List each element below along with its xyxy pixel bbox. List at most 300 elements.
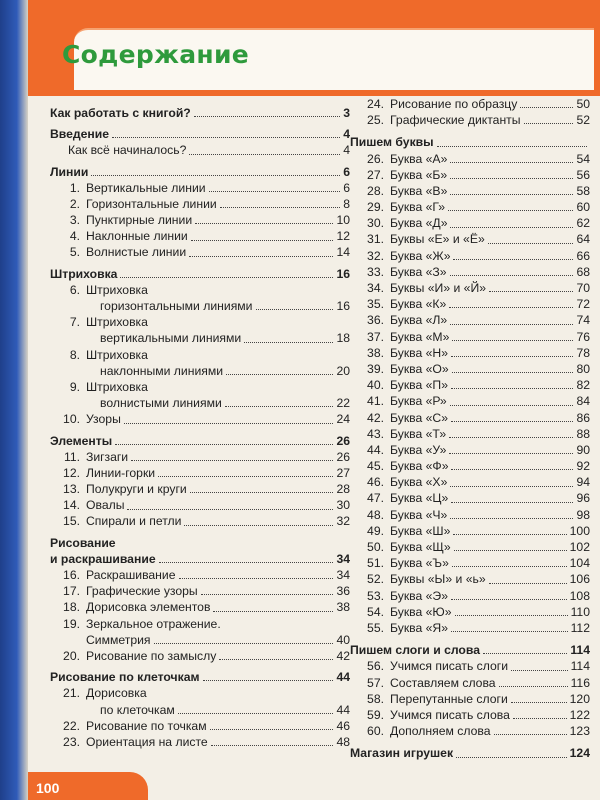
dot-leader (450, 178, 573, 179)
toc-entry[interactable] (350, 232, 590, 248)
toc-entry-number: 38. (367, 345, 384, 360)
toc-entry[interactable] (350, 604, 590, 620)
toc-entry-number: 2. (69, 196, 80, 211)
dot-leader (209, 191, 341, 192)
toc-page-number: 80 (576, 361, 590, 376)
dot-leader (451, 421, 573, 422)
toc-entry-label: вертикальными линиями (100, 331, 242, 346)
toc-page-number: 34 (336, 568, 350, 583)
toc-entry-label: Рисование по замыслу (86, 648, 217, 663)
toc-entry-label: Графические узоры (86, 584, 198, 599)
toc-entry[interactable] (50, 314, 350, 330)
toc-section[interactable] (350, 745, 590, 761)
dot-leader (203, 680, 334, 681)
toc-page-number: 22 (336, 396, 350, 411)
toc-entry-number: 36. (367, 313, 384, 328)
toc-page-number: 78 (576, 345, 590, 360)
toc-entry[interactable] (50, 395, 350, 411)
dot-leader (195, 223, 333, 224)
toc-entry-label: Штриховка (86, 282, 148, 297)
dot-leader (449, 453, 573, 454)
dot-leader (511, 670, 568, 671)
dot-leader (127, 509, 333, 510)
toc-entry-number: 25. (367, 113, 384, 128)
toc-entry-label: Симметрия (86, 632, 151, 647)
toc-entry-number: 4. (69, 229, 80, 244)
toc-entry-label: Линии (50, 164, 89, 179)
toc-page-number: 92 (576, 459, 590, 474)
page-number: 100 (36, 780, 60, 796)
toc-entry-number: 53. (367, 588, 384, 603)
toc-entry-label: Буква «Р» (390, 394, 447, 409)
dot-leader (524, 123, 574, 124)
toc-entry-label: Буква «Ж» (390, 248, 451, 263)
dot-leader (210, 729, 334, 730)
toc-entry[interactable] (50, 363, 350, 379)
toc-entry[interactable] (350, 112, 590, 128)
toc-page-number: 124 (569, 746, 590, 761)
toc-section[interactable] (50, 126, 350, 142)
toc-entry-label: Буква «К» (390, 297, 447, 312)
toc-entry-label: Графические диктанты (390, 113, 521, 128)
toc-entry[interactable] (350, 280, 590, 296)
toc-entry[interactable] (350, 588, 590, 604)
dot-leader (179, 578, 334, 579)
dot-leader (488, 243, 574, 244)
toc-entry[interactable] (350, 442, 590, 458)
toc-entry[interactable] (350, 215, 590, 231)
toc-page-number: 86 (576, 410, 590, 425)
dot-leader (211, 745, 334, 746)
toc-entry[interactable] (50, 196, 350, 212)
dot-leader (489, 291, 573, 292)
dot-leader (489, 583, 567, 584)
toc-entry[interactable] (50, 514, 350, 530)
toc-entry-label: Овалы (86, 498, 125, 513)
toc-entry-number: 54. (367, 604, 384, 619)
toc-entry[interactable] (350, 723, 590, 739)
toc-page-number: 14 (336, 245, 350, 260)
toc-entry[interactable] (50, 583, 350, 599)
toc-entry-label: по клеточкам (100, 702, 175, 717)
dot-leader (452, 372, 574, 373)
toc-page-number: 36 (336, 584, 350, 599)
toc-entry[interactable] (350, 458, 590, 474)
dot-leader (452, 340, 573, 341)
toc-entry-number: 42. (367, 410, 384, 425)
toc-section[interactable] (50, 433, 350, 449)
toc-entry-number: 35. (367, 297, 384, 312)
toc-entry-label: Вертикальные линии (86, 180, 206, 195)
toc-entry[interactable] (350, 507, 590, 523)
toc-entry[interactable] (350, 410, 590, 426)
toc-page-number: 114 (570, 659, 590, 674)
toc-entry-number: 44. (367, 442, 384, 457)
toc-section[interactable] (50, 669, 350, 685)
toc-entry-label: Полукруги и круги (86, 482, 187, 497)
toc-page-number: 108 (569, 588, 590, 603)
dot-leader (450, 227, 573, 228)
toc-entry[interactable] (350, 345, 590, 361)
toc-page-number: 70 (576, 281, 590, 296)
dot-leader (178, 713, 334, 714)
dot-leader (450, 405, 574, 406)
dot-leader (453, 534, 566, 535)
toc-page-number: 66 (576, 248, 590, 263)
page-title: Содержание (62, 40, 250, 69)
toc-entry-label: Штриховка (86, 315, 148, 330)
toc-entry-number: 32. (367, 248, 384, 263)
toc-entry-label: Как работать с книгой? (50, 105, 191, 120)
dot-leader (158, 476, 333, 477)
toc-entry-label: Буквы «Е» и «Ё» (390, 232, 485, 247)
toc-entry[interactable] (350, 571, 590, 587)
toc-entry-number: 49. (367, 523, 384, 538)
toc-entry-number: 27. (367, 167, 384, 182)
toc-entry[interactable] (50, 497, 350, 513)
toc-page-number: 62 (576, 216, 590, 231)
toc-entry-label: Штриховка (50, 266, 118, 281)
toc-page-number: 64 (576, 232, 590, 247)
toc-page-number: 54 (576, 151, 590, 166)
toc-entry[interactable] (50, 449, 350, 465)
toc-entry[interactable] (50, 567, 350, 583)
toc-entry[interactable] (350, 426, 590, 442)
toc-page-number: 27 (336, 465, 350, 480)
toc-page-number: 52 (576, 113, 590, 128)
toc-page-number: 60 (576, 200, 590, 215)
toc-entry[interactable] (350, 264, 590, 280)
toc-entry-label: Наклонные линии (86, 229, 188, 244)
toc-entry-label: Учимся писать слоги (390, 659, 509, 674)
toc-entry-label: и раскрашивание (50, 551, 156, 566)
dot-leader (513, 718, 567, 719)
toc-entry[interactable] (50, 481, 350, 497)
toc-entry-number: 10. (63, 412, 80, 427)
toc-entry-number: 5. (69, 245, 80, 260)
toc-entry[interactable] (50, 298, 350, 314)
toc-entry[interactable] (50, 718, 350, 734)
toc-entry[interactable] (50, 282, 350, 298)
toc-entry-label: Ориентация на листе (86, 734, 208, 749)
dot-leader (201, 594, 334, 595)
toc-page-number: 30 (336, 498, 350, 513)
toc-entry-label: Зеркальное отражение. (86, 616, 221, 631)
dot-leader (190, 492, 334, 493)
toc-page-number: 26 (336, 433, 350, 448)
toc-entry-number: 28. (367, 183, 384, 198)
dot-leader (184, 525, 333, 526)
toc-page-number: 24 (336, 412, 350, 427)
toc-entry-label: Учимся писать слова (390, 707, 510, 722)
toc-page-number: 110 (570, 604, 590, 619)
toc-entry[interactable] (50, 379, 350, 395)
toc-entry[interactable] (350, 183, 590, 199)
toc-page-number: 122 (569, 707, 590, 722)
toc-entry-label: наклонными линиями (100, 363, 224, 378)
dot-leader (449, 437, 573, 438)
toc-entry-number: 41. (367, 394, 384, 409)
dot-leader (244, 342, 333, 343)
toc-section[interactable] (50, 535, 350, 551)
toc-page-number: 58 (576, 183, 590, 198)
toc-entry[interactable] (350, 707, 590, 723)
toc-entry-number: 26. (367, 151, 384, 166)
toc-entry-label: Как всё начиналось? (68, 143, 187, 158)
toc-entry-label: Рисование по точкам (86, 718, 207, 733)
toc-entry-number: 14. (63, 498, 80, 513)
dot-leader (189, 154, 340, 155)
toc-entry-label: Дополняем слова (390, 724, 491, 739)
toc-entry-label: Штриховка (86, 347, 148, 362)
toc-page-number: 44 (336, 702, 350, 717)
dot-leader (450, 486, 573, 487)
toc-entry-number: 7. (69, 315, 80, 330)
toc-entry[interactable] (50, 228, 350, 244)
toc-entry-number: 33. (367, 264, 384, 279)
dot-leader (225, 406, 334, 407)
toc-entry-number: 9. (69, 379, 80, 394)
toc-entry-label: Штриховка (86, 379, 148, 394)
toc-entry-number: 3. (69, 213, 80, 228)
toc-page-number: 76 (576, 329, 590, 344)
toc-entry[interactable] (350, 658, 590, 674)
toc-page-number: 40 (336, 632, 350, 647)
dot-leader (451, 469, 573, 470)
toc-entry-number: 21. (63, 686, 80, 701)
toc-entry[interactable] (350, 474, 590, 490)
toc-page-number: 4 (343, 127, 350, 142)
toc-entry[interactable] (50, 330, 350, 346)
toc-entry-number: 58. (367, 691, 384, 706)
toc-entry-label: Буква «Ъ» (390, 556, 449, 571)
dot-leader (454, 550, 567, 551)
toc-entry[interactable] (350, 96, 590, 112)
toc-page-number: 116 (570, 675, 590, 690)
toc-entry[interactable] (50, 648, 350, 664)
toc-entry-label: Раскрашивание (86, 568, 176, 583)
toc-entry[interactable] (50, 411, 350, 427)
toc-entry-number: 45. (367, 459, 384, 474)
toc-entry-number: 43. (367, 426, 384, 441)
toc-section[interactable] (50, 266, 350, 282)
toc-entry-label: Пишем буквы (350, 135, 434, 150)
toc-right-column (350, 96, 590, 762)
toc-entry-label: Буква «Х» (390, 475, 448, 490)
dot-leader (91, 175, 340, 176)
toc-page-number: 46 (336, 718, 350, 733)
toc-page-number: 94 (576, 475, 590, 490)
toc-entry[interactable] (50, 632, 350, 648)
toc-entry-label: Линии-горки (86, 465, 156, 480)
toc-entry-number: 39. (367, 361, 384, 376)
dot-leader (483, 653, 567, 654)
toc-entry[interactable] (350, 329, 590, 345)
toc-page-number: 102 (569, 540, 590, 555)
toc-entry[interactable] (350, 248, 590, 264)
toc-entry-label: Буква «З» (390, 264, 447, 279)
toc-section[interactable] (50, 164, 350, 180)
toc-entry-label: Буквы «И» и «Й» (390, 281, 486, 296)
toc-page-number: 112 (570, 620, 590, 635)
toc-entry-number: 20. (63, 648, 80, 663)
toc-section[interactable] (350, 134, 590, 150)
toc-entry-number: 1. (69, 180, 80, 195)
toc-entry[interactable] (50, 142, 350, 158)
toc-left-column (50, 100, 350, 750)
toc-entry[interactable] (350, 620, 590, 636)
toc-page-number: 90 (576, 442, 590, 457)
toc-page-number: 74 (576, 313, 590, 328)
dot-leader (451, 388, 573, 389)
toc-entry[interactable] (50, 465, 350, 481)
toc-entry[interactable] (350, 377, 590, 393)
toc-entry-label: Узоры (86, 412, 121, 427)
dot-leader (115, 444, 333, 445)
toc-page-number: 3 (343, 105, 350, 120)
dot-leader (450, 324, 573, 325)
dot-leader (437, 146, 587, 147)
toc-entry-number: 16. (63, 568, 80, 583)
toc-entry-label: Зигзаги (86, 449, 129, 464)
toc-entry-label: Буквы «Ы» и «ь» (390, 572, 486, 587)
toc-entry[interactable] (350, 151, 590, 167)
dot-leader (450, 162, 573, 163)
dot-leader (450, 194, 573, 195)
dot-leader (213, 611, 333, 612)
toc-entry[interactable] (350, 523, 590, 539)
toc-entry[interactable] (50, 616, 350, 632)
dot-leader (494, 734, 567, 735)
toc-entry-label: Рисование по образцу (390, 96, 518, 111)
toc-entry-number: 55. (367, 620, 384, 635)
toc-entry-label: Спирали и петли (86, 514, 182, 529)
toc-entry[interactable] (50, 702, 350, 718)
toc-entry[interactable] (50, 347, 350, 363)
toc-entry-label: волнистыми линиями (100, 396, 222, 411)
toc-section[interactable] (50, 551, 350, 567)
book-spine (0, 0, 28, 800)
toc-entry[interactable] (50, 685, 350, 701)
toc-entry[interactable] (350, 296, 590, 312)
toc-entry[interactable] (50, 180, 350, 196)
toc-page-number: 50 (576, 96, 590, 111)
toc-entry-label: Буква «У» (390, 442, 447, 457)
toc-entry-label: Буква «В» (390, 183, 448, 198)
toc-entry[interactable] (350, 312, 590, 328)
toc-entry[interactable] (50, 599, 350, 615)
toc-entry[interactable] (350, 167, 590, 183)
toc-entry-label: Магазин игрушек (350, 746, 454, 761)
dot-leader (451, 356, 573, 357)
toc-entry-number: 51. (367, 556, 384, 571)
toc-entry-label: Буква «Я» (390, 620, 449, 635)
toc-entry-number: 23. (63, 734, 80, 749)
toc-entry-label: Буква «П» (390, 378, 448, 393)
toc-entry-number: 60. (367, 724, 384, 739)
toc-page-number: 26 (336, 449, 350, 464)
toc-page-number: 8 (343, 196, 350, 211)
toc-entry[interactable] (50, 212, 350, 228)
toc-entry-label: горизонтальными линиями (100, 299, 253, 314)
dot-leader (511, 702, 567, 703)
toc-entry[interactable] (350, 555, 590, 571)
toc-entry[interactable] (50, 734, 350, 750)
toc-page-number: 48 (336, 734, 350, 749)
dot-leader (451, 502, 573, 503)
toc-page-number: 28 (336, 482, 350, 497)
dot-leader (450, 518, 573, 519)
toc-entry[interactable] (50, 245, 350, 261)
toc-page-number: 88 (576, 426, 590, 441)
toc-entry-label: Буква «Л» (390, 313, 448, 328)
toc-entry[interactable] (350, 675, 590, 691)
toc-entry-number: 34. (367, 281, 384, 296)
dot-leader (449, 307, 573, 308)
dot-leader (112, 137, 340, 138)
toc-entry-number: 13. (63, 482, 80, 497)
toc-entry-number: 47. (367, 491, 384, 506)
toc-page-number: 38 (336, 600, 350, 615)
toc-page-number: 42 (336, 648, 350, 663)
toc-entry-label: Буква «Ц» (390, 491, 449, 506)
dot-leader (124, 423, 334, 424)
toc-entry-number: 19. (63, 616, 80, 631)
toc-entry-number: 11. (63, 449, 80, 464)
toc-entry[interactable] (350, 539, 590, 555)
toc-entry-label: Буква «Т» (390, 426, 447, 441)
toc-entry-number: 15. (63, 514, 80, 529)
toc-entry-label: Пунктирные линии (86, 213, 193, 228)
toc-page-number: 20 (336, 363, 350, 378)
toc-section[interactable] (50, 105, 350, 121)
toc-entry[interactable] (350, 361, 590, 377)
dot-leader (131, 460, 333, 461)
toc-entry-label: Буква «Ю» (390, 604, 452, 619)
toc-entry-number: 29. (367, 200, 384, 215)
toc-page-number: 84 (576, 394, 590, 409)
toc-entry-number: 17. (63, 584, 80, 599)
toc-entry[interactable] (350, 691, 590, 707)
toc-entry-label: Элементы (50, 433, 113, 448)
toc-entry-number: 31. (367, 232, 384, 247)
toc-page-number: 44 (336, 670, 350, 685)
toc-page-number: 18 (336, 331, 350, 346)
toc-page-number: 16 (336, 299, 350, 314)
toc-entry[interactable] (350, 491, 590, 507)
toc-page-number: 100 (569, 523, 590, 538)
dot-leader (520, 107, 573, 108)
toc-entry-label: Буква «Э» (390, 588, 448, 603)
toc-page-number: 96 (576, 491, 590, 506)
toc-entry-number: 40. (367, 378, 384, 393)
toc-entry-label: Дорисовка (86, 686, 147, 701)
dot-leader (450, 275, 574, 276)
dot-leader (451, 631, 568, 632)
dot-leader (456, 757, 567, 758)
toc-entry-label: Горизонтальные линии (86, 196, 217, 211)
dot-leader (120, 277, 333, 278)
toc-entry-number: 56. (367, 659, 384, 674)
toc-entry-label: Буква «Д» (390, 216, 448, 231)
toc-entry[interactable] (350, 199, 590, 215)
toc-section[interactable] (350, 642, 590, 658)
toc-entry[interactable] (350, 393, 590, 409)
toc-page-number: 4 (343, 143, 350, 158)
dot-leader (499, 686, 568, 687)
dot-leader (452, 566, 567, 567)
dot-leader (154, 643, 334, 644)
